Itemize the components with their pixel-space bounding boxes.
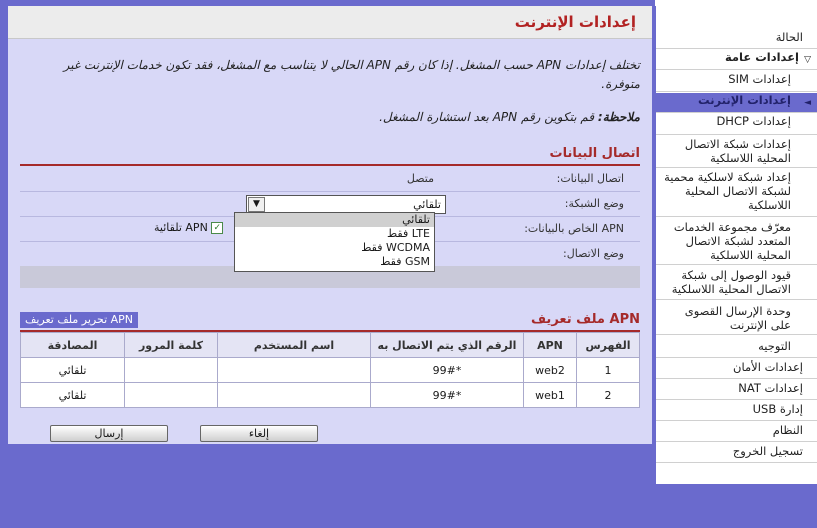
sidebar-item-label: وحدة الإرسال القصوى على الإنترنت — [684, 304, 791, 332]
note-text: قم بتكوين رقم APN بعد استشارة المشغل. — [379, 110, 598, 124]
sidebar-item-wps[interactable] — [656, 170, 817, 217]
cell-user — [218, 383, 371, 408]
cell-number: *99# — [371, 358, 524, 383]
network-mode-label: وضع الشبكة: — [564, 197, 624, 210]
bottom-background — [0, 444, 656, 528]
sidebar-item-label: النظام — [772, 423, 803, 437]
data-connection-header — [20, 146, 640, 166]
sidebar-item-label: إدارة USB — [752, 402, 803, 416]
sidebar-item-routing[interactable] — [656, 339, 817, 358]
submit-button[interactable]: إرسال — [50, 425, 168, 442]
sidebar-item-security[interactable] — [656, 360, 817, 379]
chevron-down-icon[interactable]: ▼ — [248, 197, 265, 212]
col-auth: المصادقة — [21, 333, 125, 358]
connection-mode-label: وضع الاتصال: — [563, 247, 624, 260]
edit-apn-profile-button[interactable]: تحرير ملف تعريف APN — [20, 312, 138, 328]
apn-label: APN الخاص بالبيانات: — [524, 222, 624, 235]
sidebar-item-general[interactable] — [656, 50, 817, 70]
data-status-value: متصل — [406, 172, 434, 185]
sidebar-item-label: إعدادات NAT — [738, 381, 803, 395]
page-title: إعدادات الإنترنت — [514, 13, 636, 31]
sidebar-item-internet[interactable] — [656, 93, 817, 113]
col-username: اسم المستخدم — [218, 333, 371, 358]
network-mode-option[interactable]: تلقائي — [235, 213, 434, 227]
arrow-left-icon: ◄ — [804, 98, 811, 108]
chevron-down-icon: ▽ — [804, 55, 811, 65]
sidebar-item-label: إعدادات DHCP — [716, 114, 791, 128]
sidebar-item-wlan[interactable] — [656, 137, 817, 168]
sidebar-item-dhcp[interactable] — [656, 114, 817, 135]
title-bar — [8, 6, 652, 39]
data-status-label: اتصال البيانات: — [556, 172, 624, 185]
sidebar-item-usb[interactable] — [656, 402, 817, 421]
apn-profile-title: ملف تعريف APN — [530, 312, 640, 327]
cell-apn: web1 — [524, 383, 577, 408]
auto-apn-checkbox[interactable]: ✓ — [211, 222, 223, 234]
table-row[interactable] — [21, 383, 640, 408]
data-connection-title: اتصال البيانات — [549, 146, 640, 161]
auto-apn-label: APN تلقائية — [154, 221, 208, 234]
sidebar-item-label: معرّف مجموعة الخدمات المتعدد لشبكة الاتصال المحلية اللاسلكية — [673, 220, 791, 262]
sidebar-item-label: قيود الوصول إلى شبكة الاتصال المحلية اللاسلكية — [671, 268, 791, 296]
cell-auth: تلقائي — [21, 358, 125, 383]
intro-note — [38, 108, 640, 127]
network-mode-option[interactable]: LTE فقط — [386, 227, 430, 240]
sidebar-item-label: إعدادات SIM — [728, 72, 791, 86]
cell-number: *99# — [371, 383, 524, 408]
cell-apn: web2 — [524, 358, 577, 383]
sidebar-item-label: إعدادات عامة — [724, 50, 799, 64]
network-mode-dropdown[interactable] — [234, 212, 435, 272]
col-password: كلمة المرور — [125, 333, 218, 358]
network-mode-value: تلقائي — [413, 198, 441, 211]
intro-text: تختلف إعدادات APN حسب المشغل. إذا كان رقم APN الحالي لا يتناسب مع المشغل، فقد تكون خدمات الإنترنت غير متوفرة. — [63, 58, 640, 91]
sidebar-item-sim[interactable] — [656, 72, 817, 92]
network-mode-option[interactable]: GSM فقط — [380, 255, 430, 268]
sidebar-item-nat[interactable] — [656, 381, 817, 400]
sidebar-item-system[interactable] — [656, 423, 817, 442]
sidebar-item-label: تسجيل الخروج — [732, 444, 803, 458]
network-mode-option[interactable]: WCDMA فقط — [361, 241, 430, 254]
sidebar-item-label: إعداد شبكة لاسلكية محمية لشبكة الاتصال المحلية اللاسلكية — [664, 170, 791, 212]
col-apn: APN — [524, 333, 577, 358]
sidebar-item-label: إعدادات شبكة الاتصال المحلية اللاسلكية — [684, 137, 791, 165]
sidebar-item-wlan-access[interactable] — [656, 268, 817, 300]
apn-table-header — [21, 333, 640, 358]
cell-index: 1 — [577, 358, 640, 383]
cancel-button[interactable]: إلغاء — [200, 425, 318, 442]
sidebar-item-status[interactable] — [656, 30, 817, 49]
apn-table — [20, 332, 640, 408]
auto-apn-checkbox-wrap[interactable] — [154, 221, 223, 234]
cell-password — [125, 358, 218, 383]
sidebar-item-logout[interactable] — [656, 444, 817, 463]
sidebar-item-mssid[interactable] — [656, 220, 817, 265]
note-label: ملاحظة: — [597, 110, 640, 124]
sidebar — [656, 6, 817, 484]
cell-password — [125, 383, 218, 408]
sidebar-item-label: إعدادات الأمان — [733, 360, 803, 374]
cell-index: 2 — [577, 383, 640, 408]
sidebar-item-label: التوجيه — [758, 339, 791, 353]
sidebar-item-label: إعدادات الإنترنت — [698, 93, 791, 107]
cell-user — [218, 358, 371, 383]
cell-auth: تلقائي — [21, 383, 125, 408]
col-index: الفهرس — [577, 333, 640, 358]
table-row[interactable] — [21, 358, 640, 383]
sidebar-item-label: الحالة — [775, 30, 803, 44]
col-number: الرقم الذي يتم الاتصال به — [371, 333, 524, 358]
row-data-status — [20, 167, 640, 192]
sidebar-item-mtu[interactable] — [656, 304, 817, 335]
